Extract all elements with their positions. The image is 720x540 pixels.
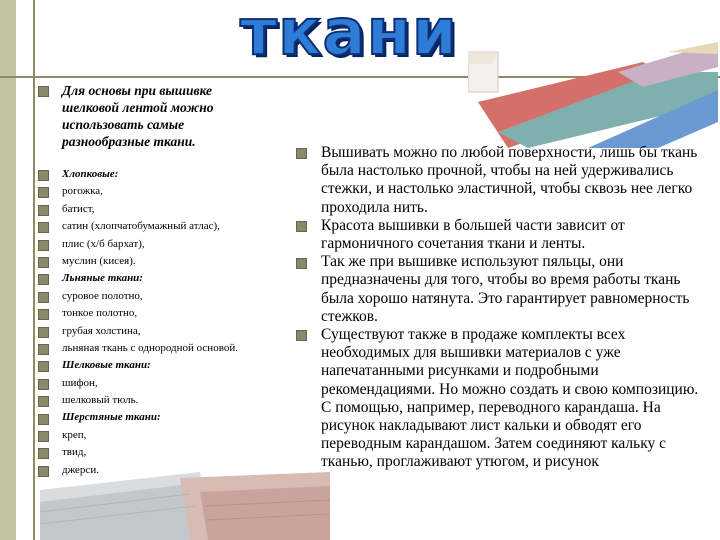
right-paragraphs xyxy=(321,144,711,472)
bullet-icon xyxy=(38,414,49,425)
bullet-icon xyxy=(38,361,49,372)
fabric-item: льняная ткань с однородной основой. xyxy=(62,341,238,354)
bullet-icon xyxy=(38,344,49,355)
bullet-icon xyxy=(38,309,49,320)
bullet-icon xyxy=(38,240,49,251)
vertical-rule xyxy=(33,0,35,540)
fabric-item: шелковый тюль. xyxy=(62,394,139,407)
fabric-list xyxy=(62,166,238,479)
bullet-icon xyxy=(38,431,49,442)
bullet-icon xyxy=(296,258,307,269)
bullet-icon xyxy=(296,330,307,341)
fabric-item: суровое полотно, xyxy=(62,289,143,302)
fabric-item: сатин (хлопчатобумажный атлас), xyxy=(62,220,220,233)
slide-title: ткани xyxy=(240,0,458,70)
fabric-category-header: Шерстяные ткани: xyxy=(62,411,161,424)
bullet-icon xyxy=(38,327,49,338)
bullet-icon xyxy=(38,379,49,390)
paragraph: Красота вышивки в большей части зависит от гармоничного сочетания ткани и ленты. xyxy=(321,216,625,253)
fabric-texture-image xyxy=(40,472,330,540)
paragraph: Так же при вышивке используют пяльцы, они предназначены для того, чтобы во время работы ткань была хорошо натянута. Это гарантирует равномерность стежков. xyxy=(321,253,690,325)
bullet-icon xyxy=(38,170,49,181)
bullet-icon xyxy=(38,257,49,268)
fabric-category-header: Льняные ткани: xyxy=(62,272,143,285)
fabric-item: шифон, xyxy=(62,376,98,389)
bullet-icon xyxy=(38,396,49,407)
fabric-item: джерси. xyxy=(62,463,99,476)
fabric-item: креп, xyxy=(62,428,87,441)
bullet-icon xyxy=(296,221,307,232)
paragraph: Вышивать можно по любой поверхности, лишь бы ткань была настолько прочной, чтобы на ней удерживались стежки, и настолько эластичной, чтобы сквозь нее легко проходила нить. xyxy=(321,144,698,216)
fabric-item: тонкое полотно, xyxy=(62,307,138,320)
fabric-item: рогожка, xyxy=(62,185,103,198)
fabric-item: твид, xyxy=(62,446,87,459)
fabric-item: плис (х/б бархат), xyxy=(62,237,145,250)
fabric-item: грубая холстина, xyxy=(62,324,141,337)
bullet-icon xyxy=(38,222,49,233)
bullet-icon xyxy=(38,86,49,97)
fabric-category-header: Хлопковые: xyxy=(62,168,119,180)
fabric-item: муслин (кисея). xyxy=(62,254,136,267)
bullet-icon xyxy=(38,292,49,303)
bullet-icon xyxy=(38,187,49,198)
paragraph: Существуют также в продаже комплекты всех необходимых для вышивки материалов с уже напечатанными рисунками и подробными рекомендациями. Но можно создать и свою композицию. С помощью, например, переводного карандаша. На рисунок накладывают лист кальки и обводят его переводным карандашом. Затем соединяют кальку с тканью, проглаживают утюгом, и рисунок xyxy=(321,326,699,471)
bullet-icon xyxy=(296,148,307,159)
left-decor-bar xyxy=(0,0,16,540)
intro-text: Для основы при вышивке шелковой лентой можно использовать самые разнообразные ткани. xyxy=(62,83,214,149)
fabric-category-header: Шелковые ткани: xyxy=(62,359,151,372)
fabric-item: батист, xyxy=(62,202,95,215)
bullet-icon xyxy=(38,274,49,285)
bullet-icon xyxy=(38,205,49,216)
bullet-icon xyxy=(38,448,49,459)
fabric-swatches-image xyxy=(468,42,718,148)
